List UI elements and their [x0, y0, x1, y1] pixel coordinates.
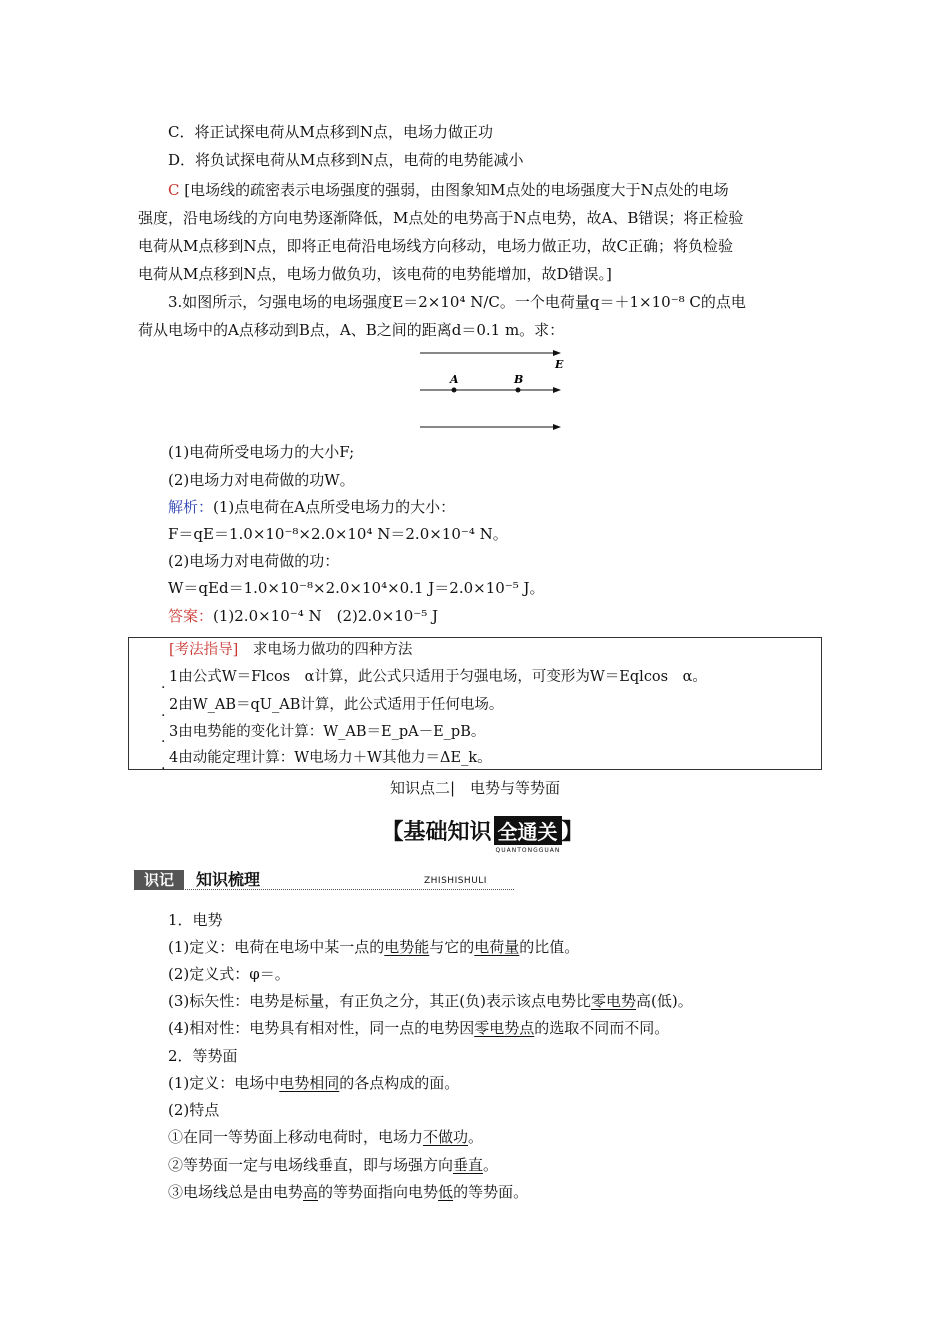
explanation-line-4: 电荷从M点移到N点，电场力做负功，该电荷的电势能增加，故D错误。]	[138, 265, 612, 283]
para-2	[168, 937, 579, 957]
text: (1)定义：电荷在电场中某一点的	[168, 938, 385, 956]
text: 的各点构成的面。	[339, 1074, 460, 1092]
key-term: 电荷量	[474, 938, 520, 956]
para-4	[168, 991, 693, 1011]
option-c: C．将正试探电荷从M点移到N点，电场力做正功	[168, 123, 493, 141]
text: (1)定义：电场中	[168, 1074, 280, 1092]
section-title: 知识点二| 电势与等势面	[389, 779, 561, 797]
explanation-line-1	[168, 180, 729, 200]
text: 高(低)。	[635, 992, 693, 1010]
explanation-line-3: 电荷从M点移到N点，即将正电荷沿电场线方向移动，电场力做正功，故C正确；将负检验	[138, 237, 733, 255]
field-label: E	[555, 358, 564, 371]
method-item-3: 3由电势能的变化计算：W_AB＝E_pA－E_pB。	[169, 724, 486, 740]
solution-line-4: W＝qEd＝1.0×10⁻⁸×2.0×10⁴×0.1 J＝2.0×10⁻⁵ J。	[168, 579, 545, 597]
header-tag: 识记	[134, 870, 184, 890]
banner-pinyin: QUANTONGGUAN	[495, 846, 561, 854]
explanation-line-2: 强度，沿电场线的方向电势逐渐降低，M点处的电势高于N点电势，故A、B错误；将正检验	[138, 209, 744, 227]
key-term: 电势能	[384, 938, 430, 956]
method-box-heading	[169, 640, 412, 660]
point-b-dot	[516, 388, 521, 393]
answer-letter: C	[168, 181, 180, 199]
key-term: 不做功	[423, 1128, 469, 1146]
banner-right: 】	[561, 819, 584, 845]
key-term: 垂直	[453, 1156, 484, 1174]
jiexi-label: 解析：	[168, 498, 214, 516]
point-a-dot	[452, 388, 457, 393]
method-title: 求电场力做功的四种方法	[252, 642, 413, 658]
para-6: 2．等势面	[168, 1047, 238, 1065]
question-3-line-1: 3.如图所示，匀强电场的电场强度E＝2×10⁴ N/C。一个电荷量q＝＋1×10⁻⁸ C的点电	[168, 293, 746, 311]
para-11	[168, 1182, 528, 1202]
banner-highlight	[494, 816, 562, 854]
method-item-4: 4由动能定理计算：W电场力＋W其他力＝ΔE_k。	[169, 750, 492, 766]
bullet-dot-icon: .	[161, 676, 166, 692]
text: 。	[483, 1156, 499, 1174]
header-rule	[134, 889, 514, 890]
solution-line-3: (2)电场力对电荷做的功：	[168, 552, 340, 570]
question-3-line-2: 荷从电场中的A点移动到B点，A、B之间的距离d＝0.1 m。求：	[138, 321, 565, 339]
method-box	[128, 637, 822, 773]
key-term: 零电势	[590, 992, 636, 1010]
key-term: 零电势点	[474, 1019, 535, 1037]
sub-question-2: (2)电场力对电荷做的功W。	[168, 471, 355, 489]
bullet-dot-icon: .	[161, 704, 166, 720]
key-term: 高	[303, 1183, 319, 1201]
answer-label: 答案：	[168, 607, 214, 625]
knowledge-header	[134, 870, 514, 892]
bullet-dot-icon: .	[161, 730, 166, 746]
answer-text: (1)2.0×10⁻⁴ N (2)2.0×10⁻⁵ J	[213, 607, 439, 625]
header-subtitle: ZHISHISHULI	[424, 876, 487, 886]
answer-line	[168, 606, 438, 626]
method-tag: [考法指导]	[169, 642, 239, 658]
banner-highlight-text: 全通关	[497, 819, 558, 844]
para-7	[168, 1073, 459, 1093]
solution-line-1	[168, 497, 455, 517]
banner-basic-knowledge	[375, 814, 590, 854]
method-item-2: 2由W_AB＝qU_AB计算，此公式适用于任何电场。	[169, 697, 504, 713]
field-diagram	[415, 345, 575, 435]
text: 的等势面指向电势	[318, 1183, 439, 1201]
para-9	[168, 1127, 483, 1147]
para-3: (2)定义式：φ＝。	[168, 965, 290, 983]
para-8: (2)特点	[168, 1101, 220, 1119]
text: 。	[468, 1128, 484, 1146]
solution-text-1: (1)点电荷在A点所受电场力的大小：	[213, 498, 456, 516]
para-5	[168, 1018, 669, 1038]
text: ②等势面一定与电场线垂直，即与场强方向	[168, 1156, 454, 1174]
header-title: 知识梳理	[196, 870, 261, 889]
para-1: 1．电势	[168, 911, 223, 929]
text: ①在同一等势面上移动电荷时，电场力	[168, 1128, 424, 1146]
point-a-label: A	[450, 373, 459, 386]
text: 的等势面。	[453, 1183, 529, 1201]
text: (4)相对性：电势具有相对性，同一点的电势因	[168, 1019, 475, 1037]
method-item-1: 1由公式W＝Flcos α计算，此公式只适用于匀强电场，可变形为W＝Eqlcos α。	[169, 669, 707, 685]
text: 与它的	[429, 938, 475, 956]
key-term: 电势相同	[279, 1074, 340, 1092]
text: 的比值。	[519, 938, 580, 956]
text: ③电场线总是由电势	[168, 1183, 304, 1201]
bullet-dot-icon: .	[161, 757, 166, 773]
sub-question-1: (1)电荷所受电场力的大小F;	[168, 443, 355, 461]
point-b-label: B	[514, 373, 524, 386]
option-d: D．将负试探电荷从M点移到N点，电荷的电势能减小	[168, 151, 524, 169]
key-term: 低	[438, 1183, 454, 1201]
explanation-text: [电场线的疏密表示电场强度的强弱，由图象知M点处的电场强度大于N点处的电场	[184, 181, 729, 199]
text: (3)标矢性：电势是标量，有正负之分，其正(负)表示该点电势比	[168, 992, 591, 1010]
banner-left: 【基础知识	[381, 819, 492, 845]
solution-line-2: F＝qE＝1.0×10⁻⁸×2.0×10⁴ N＝2.0×10⁻⁴ N。	[168, 525, 508, 543]
text: 的选取不同而不同。	[534, 1019, 670, 1037]
para-10	[168, 1155, 498, 1175]
